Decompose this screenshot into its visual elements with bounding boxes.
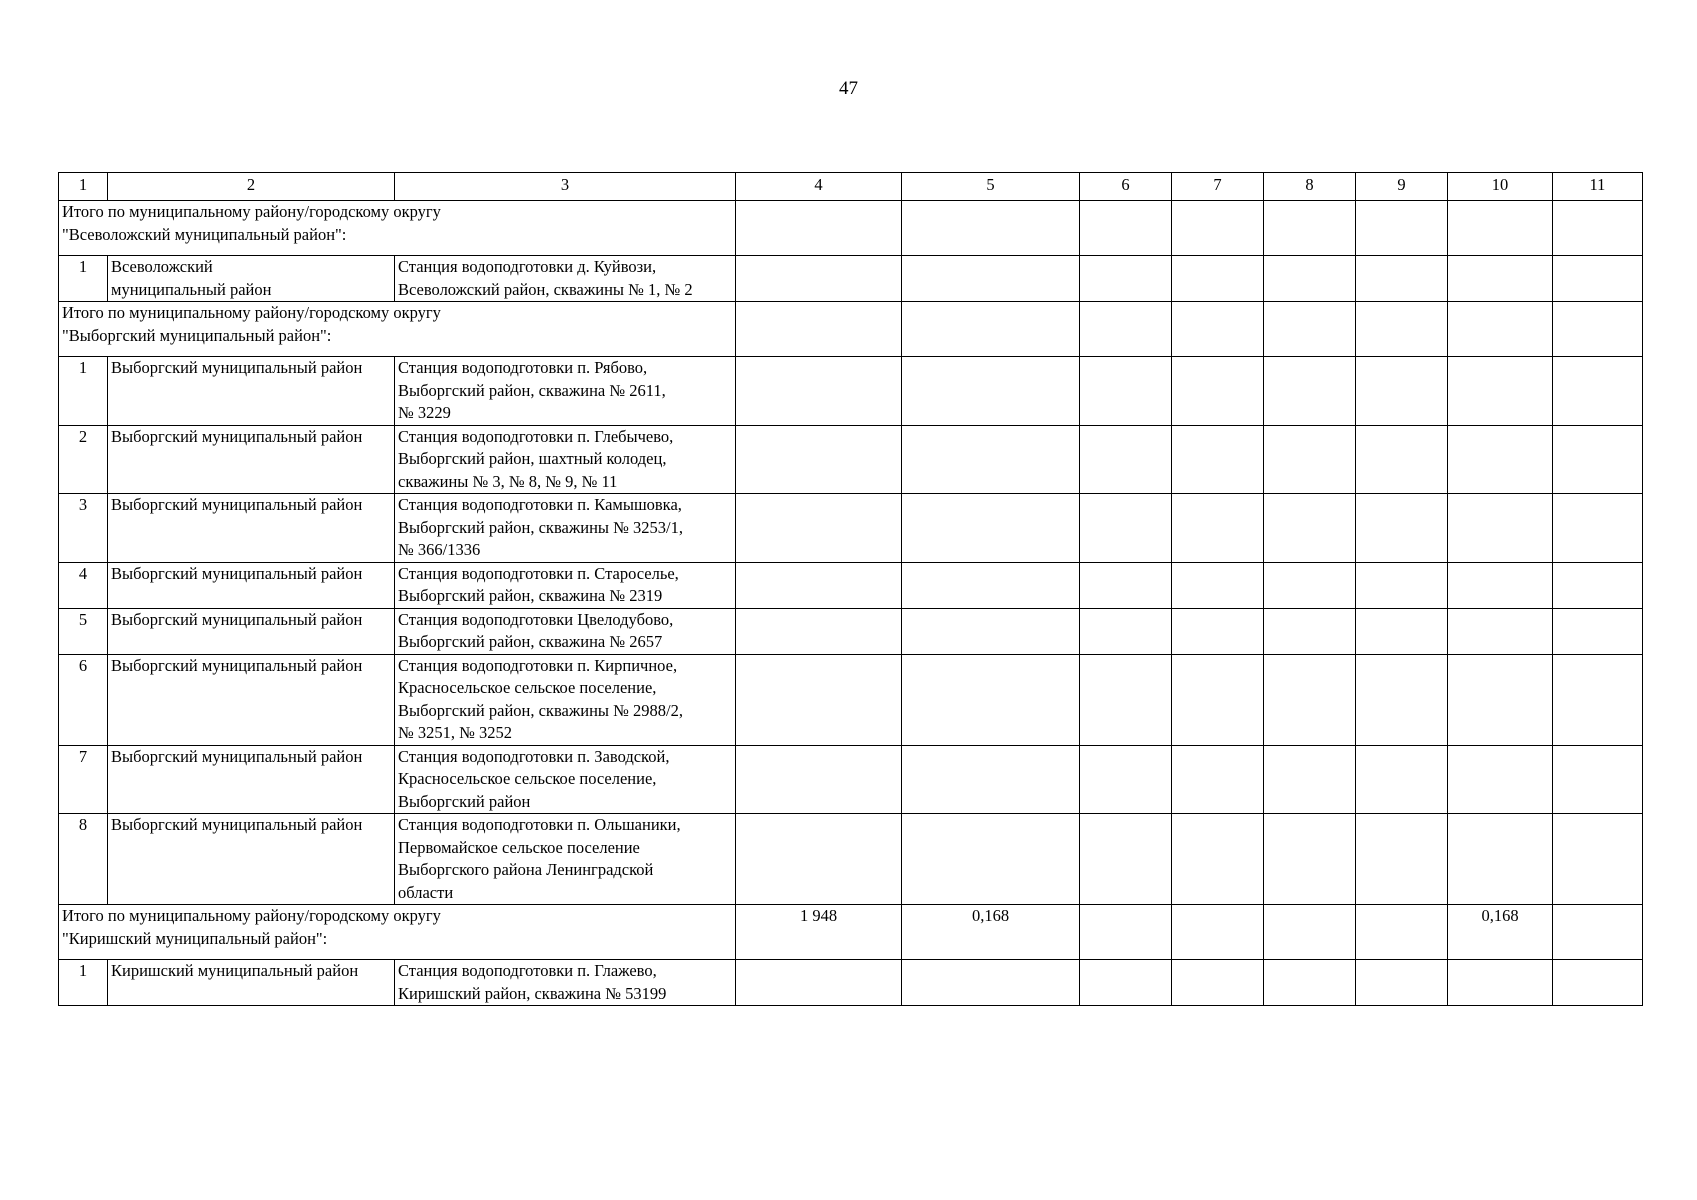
column-number: 11 <box>1553 173 1643 201</box>
district-name-line: Всеволожский <box>111 257 213 276</box>
value-cell <box>1448 494 1553 563</box>
value-cell <box>1264 425 1356 494</box>
column-number: 5 <box>902 173 1080 201</box>
value-cell <box>902 654 1080 745</box>
object-name <box>395 562 736 608</box>
district-name <box>108 256 395 302</box>
value-cell <box>1172 494 1264 563</box>
object-name-line: Выборгский район, скважина № 2611, <box>398 380 666 400</box>
row-number: 6 <box>59 654 108 745</box>
subtotal-value: 1 948 <box>736 905 902 960</box>
district-name <box>108 608 395 654</box>
value-cell <box>1553 745 1643 814</box>
value-cell <box>1356 494 1448 563</box>
object-name-line: Станция водоподготовки д. Куйвози, <box>398 257 657 276</box>
value-cell <box>902 256 1080 302</box>
district-name-line: Киришский муниципальный район <box>111 961 359 980</box>
district-name-line: Выборгский муниципальный район <box>111 609 363 629</box>
district-name <box>108 562 395 608</box>
value-cell <box>1172 960 1264 1006</box>
value-cell <box>1356 960 1448 1006</box>
value-cell <box>1553 256 1643 302</box>
value-cell <box>1356 562 1448 608</box>
water-stations-table <box>58 172 1643 1006</box>
value-cell <box>736 357 902 426</box>
value-cell <box>1080 654 1172 745</box>
object-name <box>395 814 736 905</box>
district-name-line: Выборгский муниципальный район <box>111 815 363 834</box>
district-name <box>108 745 395 814</box>
subtotal-row <box>59 905 1643 960</box>
value-cell <box>736 256 902 302</box>
value-cell <box>1356 745 1448 814</box>
value-cell <box>1172 814 1264 905</box>
column-number: 4 <box>736 173 902 201</box>
value-cell <box>1356 814 1448 905</box>
object-name-line: Станция водоподготовки п. Глебычево, <box>398 426 674 446</box>
column-number: 1 <box>59 173 108 201</box>
value-cell <box>736 654 902 745</box>
value-cell <box>1448 425 1553 494</box>
column-number: 2 <box>108 173 395 201</box>
object-name-line: Выборгский район, скважина № 2657 <box>398 632 663 651</box>
district-name-line: муниципальный район <box>111 279 272 299</box>
value-cell <box>1264 256 1356 302</box>
value-cell <box>1264 608 1356 654</box>
value-cell <box>902 562 1080 608</box>
subtotal-row <box>59 302 1643 357</box>
row-number: 3 <box>59 494 108 563</box>
row-number: 4 <box>59 562 108 608</box>
value-cell <box>1264 745 1356 814</box>
value-cell <box>1172 425 1264 494</box>
object-name-line: скважины № 3, № 8, № 9, № 11 <box>398 471 618 491</box>
value-cell <box>1080 562 1172 608</box>
table-row <box>59 745 1643 814</box>
subtotal-value <box>1553 201 1643 256</box>
object-name <box>395 960 736 1006</box>
object-name-line: области <box>398 882 454 902</box>
value-cell <box>902 814 1080 905</box>
value-cell <box>736 814 902 905</box>
column-number: 3 <box>395 173 736 201</box>
value-cell <box>1448 814 1553 905</box>
object-name-line: Выборгский район, шахтный колодец, <box>398 449 667 468</box>
object-name <box>395 494 736 563</box>
object-name-line: № 3251, № 3252 <box>398 723 512 742</box>
object-name-line: Красносельское сельское поселение, <box>398 769 657 788</box>
header-row <box>59 173 1643 201</box>
object-name-line: Киришский район, скважина № 53199 <box>398 983 667 1003</box>
value-cell <box>1264 562 1356 608</box>
district-name-line: Выборгский муниципальный район <box>111 655 363 675</box>
value-cell <box>1553 814 1643 905</box>
subtotal-title-line: Итого по муниципальному району/городскому округу <box>62 202 441 221</box>
district-name-line: Выборгский муниципальный район <box>111 563 363 583</box>
subtotal-title <box>59 905 736 960</box>
subtotal-value <box>902 201 1080 256</box>
subtotal-value <box>1264 905 1356 960</box>
value-cell <box>1553 608 1643 654</box>
value-cell <box>736 960 902 1006</box>
object-name <box>395 425 736 494</box>
table-row <box>59 562 1643 608</box>
table-row <box>59 494 1643 563</box>
object-name-line: № 3229 <box>398 403 451 422</box>
subtotal-value: 0,168 <box>902 905 1080 960</box>
subtotal-title-line: "Выборгский муниципальный район": <box>62 325 332 345</box>
value-cell <box>1080 745 1172 814</box>
object-name-line: Станция водоподготовки п. Глажево, <box>398 961 657 980</box>
object-name-line: Станция водоподготовки п. Камышовка, <box>398 495 682 514</box>
value-cell <box>1080 425 1172 494</box>
value-cell <box>1172 562 1264 608</box>
district-name <box>108 425 395 494</box>
value-cell <box>1448 608 1553 654</box>
district-name <box>108 654 395 745</box>
object-name-line: Станция водоподготовки п. Ольшаники, <box>398 815 681 834</box>
table-row <box>59 814 1643 905</box>
subtotal-value <box>1553 302 1643 357</box>
subtotal-value <box>1264 201 1356 256</box>
column-number: 6 <box>1080 173 1172 201</box>
object-name-line: Всеволожский район, скважины № 1, № 2 <box>398 279 693 299</box>
subtotal-value <box>1172 905 1264 960</box>
value-cell <box>902 960 1080 1006</box>
value-cell <box>1264 960 1356 1006</box>
value-cell <box>1080 814 1172 905</box>
subtotal-title-line: "Всеволожский муниципальный район": <box>62 224 347 244</box>
object-name-line: Выборгский район, скважины № 2988/2, <box>398 700 683 720</box>
value-cell <box>1264 654 1356 745</box>
subtotal-value <box>1080 201 1172 256</box>
object-name-line: Выборгский район <box>398 791 531 811</box>
value-cell <box>1448 256 1553 302</box>
value-cell <box>1080 256 1172 302</box>
subtotal-title-line: Итого по муниципальному району/городскому округу <box>62 906 441 925</box>
subtotal-value <box>1172 302 1264 357</box>
row-number: 1 <box>59 256 108 302</box>
value-cell <box>1356 256 1448 302</box>
value-cell <box>1356 654 1448 745</box>
value-cell <box>1264 814 1356 905</box>
subtotal-row <box>59 201 1643 256</box>
table-row <box>59 425 1643 494</box>
subtotal-value <box>1553 905 1643 960</box>
value-cell <box>1172 745 1264 814</box>
subtotal-value <box>1080 302 1172 357</box>
value-cell <box>736 562 902 608</box>
row-number: 1 <box>59 960 108 1006</box>
object-name-line: Станция водоподготовки п. Заводской, <box>398 746 670 766</box>
value-cell <box>1172 654 1264 745</box>
subtotal-title-line: "Киришский муниципальный район": <box>62 928 328 948</box>
district-name-line: Выборгский муниципальный район <box>111 746 363 766</box>
column-number: 10 <box>1448 173 1553 201</box>
value-cell <box>902 745 1080 814</box>
subtotal-value <box>902 302 1080 357</box>
object-name <box>395 357 736 426</box>
table-row <box>59 256 1643 302</box>
subtotal-value <box>1356 302 1448 357</box>
value-cell <box>1553 654 1643 745</box>
value-cell <box>1080 608 1172 654</box>
subtotal-title <box>59 201 736 256</box>
value-cell <box>902 425 1080 494</box>
column-number: 7 <box>1172 173 1264 201</box>
value-cell <box>1356 608 1448 654</box>
district-name-line: Выборгский муниципальный район <box>111 426 363 446</box>
value-cell <box>1553 562 1643 608</box>
value-cell <box>1448 960 1553 1006</box>
district-name-line: Выборгский муниципальный район <box>111 358 363 377</box>
subtotal-title-line: Итого по муниципальному району/городскому округу <box>62 303 441 322</box>
object-name-line: Выборгский район, скважина № 2319 <box>398 586 663 605</box>
value-cell <box>902 357 1080 426</box>
value-cell <box>1553 960 1643 1006</box>
subtotal-value: 0,168 <box>1448 905 1553 960</box>
value-cell <box>1172 608 1264 654</box>
table-row <box>59 654 1643 745</box>
object-name-line: Выборгский район, скважины № 3253/1, <box>398 517 683 537</box>
table-row <box>59 357 1643 426</box>
district-name <box>108 960 395 1006</box>
value-cell <box>1448 357 1553 426</box>
value-cell <box>736 745 902 814</box>
subtotal-value <box>1172 201 1264 256</box>
value-cell <box>1080 494 1172 563</box>
page-number: 47 <box>839 78 858 99</box>
table-row <box>59 960 1643 1006</box>
value-cell <box>902 608 1080 654</box>
district-name <box>108 357 395 426</box>
district-name <box>108 814 395 905</box>
subtotal-value <box>1356 201 1448 256</box>
district-name-line: Выборгский муниципальный район <box>111 495 363 514</box>
object-name-line: Станция водоподготовки п. Рябово, <box>398 358 648 377</box>
value-cell <box>902 494 1080 563</box>
value-cell <box>1356 357 1448 426</box>
value-cell <box>1264 494 1356 563</box>
row-number: 1 <box>59 357 108 426</box>
object-name-line: Красносельское сельское поселение, <box>398 678 657 697</box>
table-row <box>59 608 1643 654</box>
object-name-line: Станция водоподготовки п. Кирпичное, <box>398 655 678 675</box>
subtotal-value <box>1080 905 1172 960</box>
subtotal-value <box>736 302 902 357</box>
value-cell <box>736 425 902 494</box>
object-name-line: Первомайское сельское поселение <box>398 837 640 857</box>
value-cell <box>736 608 902 654</box>
object-name <box>395 256 736 302</box>
subtotal-value <box>1356 905 1448 960</box>
subtotal-value <box>1448 302 1553 357</box>
value-cell <box>1448 562 1553 608</box>
row-number: 2 <box>59 425 108 494</box>
value-cell <box>1080 357 1172 426</box>
subtotal-value <box>736 201 902 256</box>
value-cell <box>1172 256 1264 302</box>
object-name <box>395 654 736 745</box>
column-number: 8 <box>1264 173 1356 201</box>
district-name <box>108 494 395 563</box>
value-cell <box>1448 654 1553 745</box>
value-cell <box>1080 960 1172 1006</box>
row-number: 5 <box>59 608 108 654</box>
object-name <box>395 608 736 654</box>
object-name-line: Выборгского района Ленинградской <box>398 860 654 879</box>
column-number: 9 <box>1356 173 1448 201</box>
subtotal-title <box>59 302 736 357</box>
subtotal-value <box>1448 201 1553 256</box>
value-cell <box>1264 357 1356 426</box>
value-cell <box>1553 357 1643 426</box>
row-number: 7 <box>59 745 108 814</box>
object-name <box>395 745 736 814</box>
value-cell <box>1356 425 1448 494</box>
object-name-line: № 366/1336 <box>398 540 481 559</box>
value-cell <box>1553 425 1643 494</box>
object-name-line: Станция водоподготовки Цвелодубово, <box>398 609 674 629</box>
value-cell <box>736 494 902 563</box>
value-cell <box>1553 494 1643 563</box>
row-number: 8 <box>59 814 108 905</box>
value-cell <box>1448 745 1553 814</box>
table-body <box>59 173 1643 1006</box>
value-cell <box>1172 357 1264 426</box>
object-name-line: Станция водоподготовки п. Староселье, <box>398 563 679 583</box>
subtotal-value <box>1264 302 1356 357</box>
